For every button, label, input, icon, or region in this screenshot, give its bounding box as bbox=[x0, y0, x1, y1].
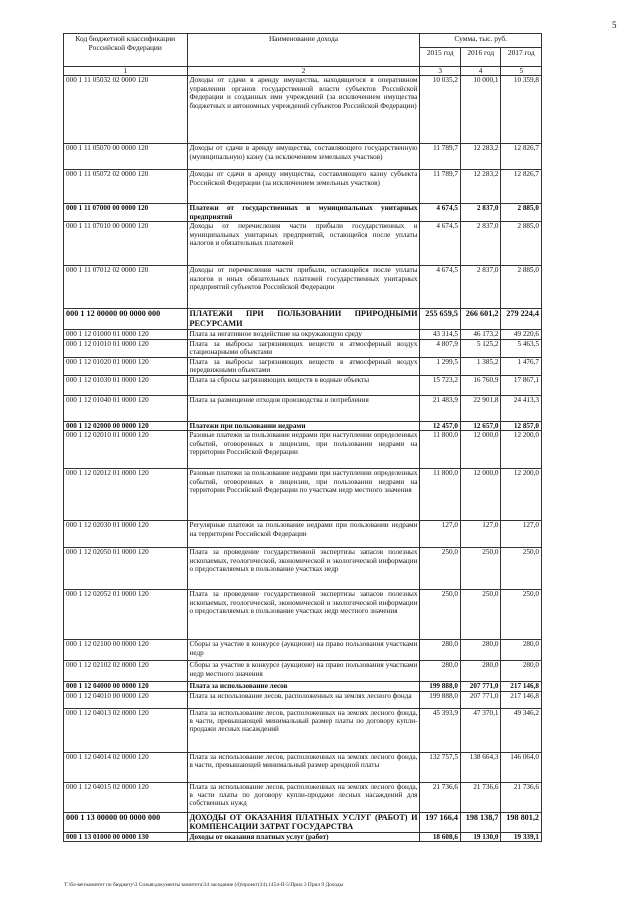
row-value-2016: 250,0 bbox=[460, 590, 501, 640]
row-value-2015: 199 888,0 bbox=[420, 682, 461, 691]
row-code: 000 1 12 01030 01 0000 120 bbox=[64, 375, 188, 395]
header-year-2015: 2015 год bbox=[420, 48, 461, 67]
table-row bbox=[64, 752, 542, 782]
row-name: Плата за размещение отходов производства и потребления bbox=[187, 395, 420, 421]
row-code: 000 1 12 04010 00 0000 120 bbox=[64, 691, 188, 708]
table-row bbox=[64, 548, 542, 590]
table-row bbox=[64, 222, 542, 266]
row-name: Доходы от сдачи в аренду имущества, находящегося в оперативном управлении органов государственной власти субъектов Российской Федерации и созданных ими учреждений (за исключением имущества бюджетных и автономных учреждений субъектов Российской Федерации) bbox=[187, 76, 420, 144]
row-value-2017: 2 885,0 bbox=[501, 204, 542, 222]
row-value-2016: 5 125,2 bbox=[460, 339, 501, 357]
row-value-2015: 1 299,5 bbox=[420, 357, 461, 375]
table-row bbox=[64, 431, 542, 469]
row-name: Разовые платежи за пользование недрами при наступлении определенных событий, оговоренных в лицензии, при пользовании недрами на территории Российской Федерации по участкам недр местного значения bbox=[187, 469, 420, 521]
row-name: Сборы за участие в конкурсе (аукционе) на право пользования участками недр местного значения bbox=[187, 661, 420, 682]
row-name: Сборы за участие в конкурсе (аукционе) на право пользования участками недр bbox=[187, 640, 420, 661]
row-value-2015: 250,0 bbox=[420, 548, 461, 590]
row-value-2016: 2 837,0 bbox=[460, 266, 501, 309]
row-value-2015: 12 457,0 bbox=[420, 421, 461, 430]
row-code: 000 1 12 04013 02 0000 120 bbox=[64, 708, 188, 752]
row-value-2015: 4 674,5 bbox=[420, 222, 461, 266]
index-5: 5 bbox=[501, 67, 542, 76]
row-value-2015: 127,0 bbox=[420, 521, 461, 548]
row-value-2015: 15 723,2 bbox=[420, 375, 461, 395]
row-code: 000 1 12 02050 01 0000 120 bbox=[64, 548, 188, 590]
row-value-2015: 10 035,2 bbox=[420, 76, 461, 144]
row-value-2015: 21 483,9 bbox=[420, 395, 461, 421]
row-value-2017: 49 220,6 bbox=[501, 330, 542, 339]
row-name: Плата за использование лесов, расположенных на землях лесного фонда, в части, превышающей минимальный размер арендной платы bbox=[187, 752, 420, 782]
table-row bbox=[64, 375, 542, 395]
row-value-2016: 2 837,0 bbox=[460, 222, 501, 266]
row-code: 000 1 11 05070 00 0000 120 bbox=[64, 144, 188, 170]
row-value-2015: 280,0 bbox=[420, 640, 461, 661]
row-value-2017: 24 413,3 bbox=[501, 395, 542, 421]
row-code: 000 1 11 05032 02 0000 120 bbox=[64, 76, 188, 144]
row-value-2017: 280,0 bbox=[501, 661, 542, 682]
row-value-2015: 11 789,7 bbox=[420, 170, 461, 204]
row-name: Плата за использование лесов bbox=[187, 682, 420, 691]
row-code: 000 1 12 01020 01 0000 120 bbox=[64, 357, 188, 375]
row-code: 000 1 12 00000 00 0000 000 bbox=[64, 309, 188, 330]
row-value-2016: 198 138,7 bbox=[460, 812, 501, 832]
row-value-2017: 217 146,8 bbox=[501, 682, 542, 691]
row-value-2017: 10 359,8 bbox=[501, 76, 542, 144]
row-code: 000 1 12 02000 00 0000 120 bbox=[64, 421, 188, 430]
row-code: 000 1 12 04014 02 0000 120 bbox=[64, 752, 188, 782]
row-value-2016: 47 370,1 bbox=[460, 708, 501, 752]
row-value-2016: 10 000,1 bbox=[460, 76, 501, 144]
row-code: 000 1 11 05072 02 0000 120 bbox=[64, 170, 188, 204]
table-row bbox=[64, 204, 542, 222]
row-code: 000 1 11 07010 00 0000 120 bbox=[64, 222, 188, 266]
header-code: Код бюджетной классификации Российской Федерации bbox=[64, 34, 188, 67]
file-path-footer: Т:\бл-веч\комитет по бюджету\3 Созыв\документы комитета\34 заседание (4)\проект(34).1454-II-5\Прил 3 Прил 9 Доходы bbox=[64, 882, 344, 888]
row-name: ДОХОДЫ ОТ ОКАЗАНИЯ ПЛАТНЫХ УСЛУГ (РАБОТ) И КОМПЕНСАЦИИ ЗАТРАТ ГОСУДАРСТВА bbox=[187, 812, 420, 832]
row-value-2016: 138 664,3 bbox=[460, 752, 501, 782]
table-row bbox=[64, 144, 542, 170]
row-value-2016: 250,0 bbox=[460, 548, 501, 590]
table-row bbox=[64, 708, 542, 752]
row-name: Доходы от перечисления части прибыли государственных и муниципальных унитарных предприятий, остающейся после уплаты налогов и обязательных платежей bbox=[187, 222, 420, 266]
table-row bbox=[64, 832, 542, 841]
row-value-2017: 12 826,7 bbox=[501, 144, 542, 170]
row-value-2015: 11 800,0 bbox=[420, 469, 461, 521]
page-number: 5 bbox=[612, 20, 617, 30]
row-value-2015: 197 166,4 bbox=[420, 812, 461, 832]
table-row bbox=[64, 330, 542, 339]
row-code: 000 1 12 02100 00 0000 120 bbox=[64, 640, 188, 661]
header-year-2017: 2017 год bbox=[501, 48, 542, 67]
row-value-2016: 21 736,6 bbox=[460, 782, 501, 812]
row-name: Плата за негативное воздействие на окружающую среду bbox=[187, 330, 420, 339]
row-value-2016: 280,0 bbox=[460, 661, 501, 682]
header-year-2016: 2016 год bbox=[460, 48, 501, 67]
row-value-2017: 2 885,0 bbox=[501, 266, 542, 309]
row-value-2017: 12 200,0 bbox=[501, 469, 542, 521]
row-code: 000 1 12 04000 00 0000 120 bbox=[64, 682, 188, 691]
row-code: 000 1 13 01000 00 0000 130 bbox=[64, 832, 188, 841]
row-value-2017: 1 476,7 bbox=[501, 357, 542, 375]
table-row bbox=[64, 266, 542, 309]
table-row bbox=[64, 395, 542, 421]
row-value-2017: 12 826,7 bbox=[501, 170, 542, 204]
row-code: 000 1 11 07012 02 0000 120 bbox=[64, 266, 188, 309]
table-row bbox=[64, 309, 542, 330]
row-name: Плата за сбросы загрязняющих веществ в водные объекты bbox=[187, 375, 420, 395]
table-row bbox=[64, 661, 542, 682]
row-value-2017: 146 064,0 bbox=[501, 752, 542, 782]
index-4: 4 bbox=[460, 67, 501, 76]
row-value-2016: 280,0 bbox=[460, 640, 501, 661]
index-2: 2 bbox=[187, 67, 420, 76]
row-value-2015: 11 800,0 bbox=[420, 431, 461, 469]
row-value-2017: 250,0 bbox=[501, 590, 542, 640]
row-value-2017: 49 346,2 bbox=[501, 708, 542, 752]
row-value-2015: 45 393,9 bbox=[420, 708, 461, 752]
row-code: 000 1 12 02052 01 0000 120 bbox=[64, 590, 188, 640]
row-name: Плата за использование лесов, расположенных на землях лесного фонда, в части платы по договору купли-продажи лесных насаждений для собственных нужд bbox=[187, 782, 420, 812]
table-row bbox=[64, 170, 542, 204]
row-value-2015: 11 789,7 bbox=[420, 144, 461, 170]
table-row bbox=[64, 782, 542, 812]
row-value-2015: 4 674,5 bbox=[420, 266, 461, 309]
row-code: 000 1 11 07000 00 0000 120 bbox=[64, 204, 188, 222]
row-name: Доходы от сдачи в аренду имущества, составляющего казну субъекта Российской Федерации (за исключением земельных участков) bbox=[187, 170, 420, 204]
row-name: Плата за проведение государственной экспертизы запасов полезных ископаемых, геологической, экономической и экологической информации о предоставляемых в пользование участках недр bbox=[187, 548, 420, 590]
row-value-2017: 198 801,2 bbox=[501, 812, 542, 832]
row-code: 000 1 12 01010 01 0000 120 bbox=[64, 339, 188, 357]
row-value-2017: 17 867,1 bbox=[501, 375, 542, 395]
row-code: 000 1 13 00000 00 0000 000 bbox=[64, 812, 188, 832]
revenue-table bbox=[63, 33, 542, 842]
table-row bbox=[64, 812, 542, 832]
row-value-2016: 12 657,0 bbox=[460, 421, 501, 430]
row-name: Доходы от перечисления части прибыли, остающейся после уплаты налогов и иных обязательных платежей государственных унитарных предприятий субъектов Российской Федерации bbox=[187, 266, 420, 309]
table-row bbox=[64, 421, 542, 430]
row-value-2017: 19 339,1 bbox=[501, 832, 542, 841]
row-value-2016: 207 771,0 bbox=[460, 691, 501, 708]
row-name: ПЛАТЕЖИ ПРИ ПОЛЬЗОВАНИИ ПРИРОДНЫМИ РЕСУРСАМИ bbox=[187, 309, 420, 330]
row-value-2015: 199 888,0 bbox=[420, 691, 461, 708]
row-value-2017: 2 885,0 bbox=[501, 222, 542, 266]
table-row bbox=[64, 357, 542, 375]
row-value-2015: 18 608,6 bbox=[420, 832, 461, 841]
row-name: Плата за выбросы загрязняющих веществ в атмосферный воздух передвижными объектами bbox=[187, 357, 420, 375]
row-value-2016: 19 130,0 bbox=[460, 832, 501, 841]
row-value-2015: 43 314,5 bbox=[420, 330, 461, 339]
table-row bbox=[64, 469, 542, 521]
row-value-2016: 16 760,9 bbox=[460, 375, 501, 395]
row-code: 000 1 12 02010 01 0000 120 bbox=[64, 431, 188, 469]
row-value-2016: 1 385,2 bbox=[460, 357, 501, 375]
row-value-2017: 280,0 bbox=[501, 640, 542, 661]
row-code: 000 1 12 02012 01 0000 120 bbox=[64, 469, 188, 521]
row-name: Разовые платежи за пользование недрами при наступлении определенных событий, оговоренных в лицензии, при пользовании недрами на территории Российской Федерации bbox=[187, 431, 420, 469]
row-name: Доходы от сдачи в аренду имущества, составляющего государственную (муниципальную) казну (за исключением земельных участков) bbox=[187, 144, 420, 170]
row-value-2015: 132 757,5 bbox=[420, 752, 461, 782]
row-code: 000 1 12 01040 01 0000 120 bbox=[64, 395, 188, 421]
row-value-2017: 21 736,6 bbox=[501, 782, 542, 812]
row-name: Плата за использование лесов, расположенных на землях лесного фонда, в части, превышающей минимальный размер платы по договору купли-продажи лесных насаждений bbox=[187, 708, 420, 752]
row-code: 000 1 12 02102 02 0000 120 bbox=[64, 661, 188, 682]
table-row bbox=[64, 339, 542, 357]
row-name: Регулярные платежи за пользование недрами при пользовании недрами на территории Российской Федерации bbox=[187, 521, 420, 548]
row-value-2016: 12 000,0 bbox=[460, 469, 501, 521]
row-name: Плата за проведение государственной экспертизы запасов полезных ископаемых, геологической, экономической и экологической информации о предоставляемых в пользование участках недр местного значения bbox=[187, 590, 420, 640]
row-value-2016: 12 000,0 bbox=[460, 431, 501, 469]
row-value-2015: 255 659,5 bbox=[420, 309, 461, 330]
index-1: 1 bbox=[64, 67, 188, 76]
table-body bbox=[64, 76, 542, 842]
row-name: Плата за использование лесов, расположенных на землях лесного фонда bbox=[187, 691, 420, 708]
row-name: Доходы от оказания платных услуг (работ) bbox=[187, 832, 420, 841]
row-value-2017: 12 200,0 bbox=[501, 431, 542, 469]
header-sum: Сумма, тыс. руб. bbox=[420, 34, 542, 48]
row-name: Платежи при пользовании недрами bbox=[187, 421, 420, 430]
row-value-2015: 21 736,6 bbox=[420, 782, 461, 812]
table-row bbox=[64, 640, 542, 661]
row-value-2015: 250,0 bbox=[420, 590, 461, 640]
row-value-2015: 4 807,9 bbox=[420, 339, 461, 357]
row-value-2015: 4 674,5 bbox=[420, 204, 461, 222]
header-name: Наименование дохода bbox=[187, 34, 420, 67]
row-value-2017: 127,0 bbox=[501, 521, 542, 548]
row-code: 000 1 12 04015 02 0000 120 bbox=[64, 782, 188, 812]
row-value-2016: 127,0 bbox=[460, 521, 501, 548]
table-row bbox=[64, 521, 542, 548]
table-row bbox=[64, 590, 542, 640]
row-value-2017: 217 146,8 bbox=[501, 691, 542, 708]
row-value-2015: 280,0 bbox=[420, 661, 461, 682]
table-row bbox=[64, 682, 542, 691]
row-code: 000 1 12 01000 01 0000 120 bbox=[64, 330, 188, 339]
row-value-2017: 279 224,4 bbox=[501, 309, 542, 330]
row-code: 000 1 12 02030 01 0000 120 bbox=[64, 521, 188, 548]
table-row bbox=[64, 691, 542, 708]
row-name: Плата за выбросы загрязняющих веществ в атмосферный воздух стационарными объектами bbox=[187, 339, 420, 357]
row-value-2016: 266 601,2 bbox=[460, 309, 501, 330]
row-value-2016: 22 901,8 bbox=[460, 395, 501, 421]
row-value-2017: 12 857,0 bbox=[501, 421, 542, 430]
row-value-2016: 207 771,0 bbox=[460, 682, 501, 691]
row-value-2017: 5 463,5 bbox=[501, 339, 542, 357]
row-name: Платежи от государственных и муниципальных унитарных предприятий bbox=[187, 204, 420, 222]
row-value-2016: 46 173,2 bbox=[460, 330, 501, 339]
table-row bbox=[64, 76, 542, 144]
index-3: 3 bbox=[420, 67, 461, 76]
row-value-2016: 2 837,0 bbox=[460, 204, 501, 222]
row-value-2017: 250,0 bbox=[501, 548, 542, 590]
row-value-2016: 12 283,2 bbox=[460, 170, 501, 204]
row-value-2016: 12 283,2 bbox=[460, 144, 501, 170]
